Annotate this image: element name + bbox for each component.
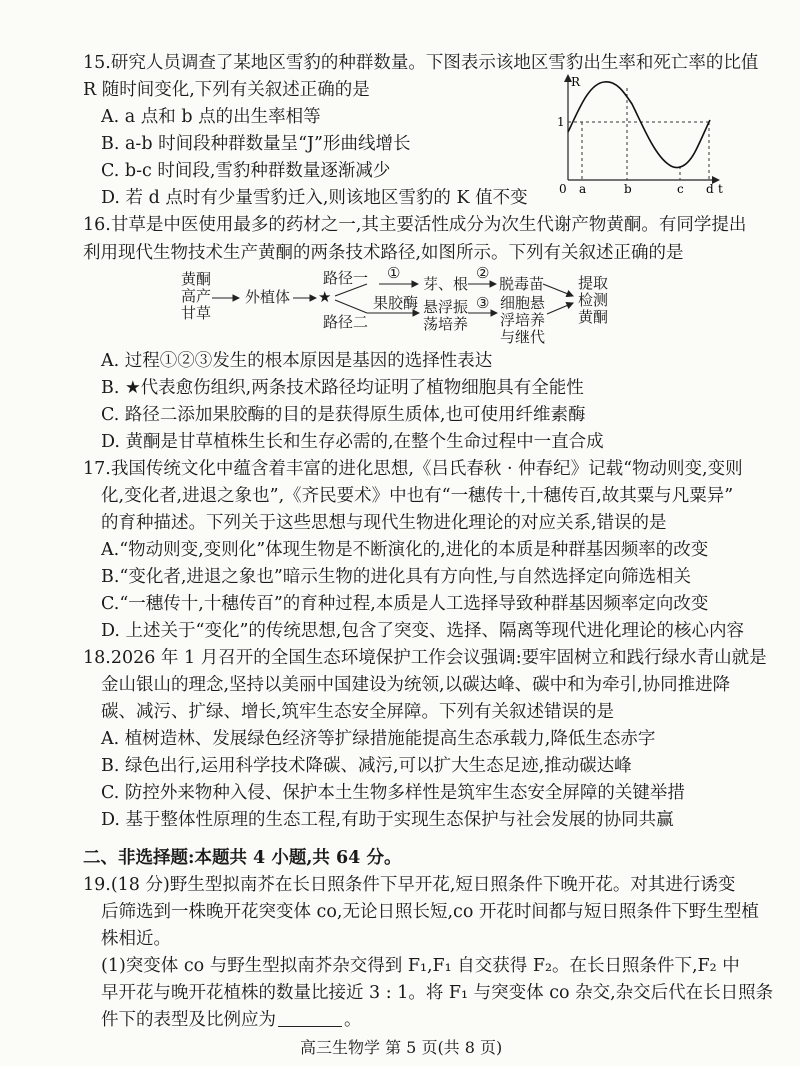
q18-stem-line1: 18.2026 年 1 月召开的全国生态环境保护工作会议强调:要牢固树立和践行绿水青山就是 <box>83 648 767 668</box>
section-heading: 二、非选择题:本题共 4 小题,共 64 分。 <box>83 848 402 868</box>
q19-sub1-line3-text: 件下的表型及比例应为 <box>101 1010 276 1030</box>
graph-origin: 0 <box>559 182 567 196</box>
q17-option-a: A.“物动则变,变则化”体现生物是不断演化的,进化的本质是种群基因频率的改变 <box>101 540 709 560</box>
q19-stem-line1: 19.(18 分)野生型拟南芥在长日照条件下早开花,短日照条件下晚开花。对其进行诱变 <box>83 875 736 895</box>
q16-option-b: B. ★代表愈伤组织,两条技术路径均证明了植物细胞具有全能性 <box>101 378 584 398</box>
q19-sub1-line2: 早开花与晚开花植株的数量比接近 3 : 1。将 F₁ 与突变体 co 杂交,杂交后代在长日照条 <box>101 983 774 1003</box>
extract-label-2: 检测 <box>578 291 609 309</box>
q17-stem-line2: 化,变化者,进退之象也”,《齐民要术》中也有“一穗传十,十穗传百,故其粟与凡粟异” <box>101 486 734 506</box>
q18-option-c: C. 防控外来物种入侵、保护本土生物多样性是筑牢生态安全屏障的关键举措 <box>101 783 685 803</box>
bud-root-label: 芽、根 <box>423 275 469 293</box>
q16-stem-line2: 利用现代生物技术生产黄酮的两条技术路径,如图所示。下列有关叙述正确的是 <box>83 243 684 263</box>
q18-option-a: A. 植树造林、发展绿色经济等扩绿措施能提高生态承载力,降低生态赤字 <box>101 729 656 749</box>
q16-option-c: C. 路径二添加果胶酶的目的是获得原生质体,也可使用纤维素酶 <box>101 405 586 425</box>
q16-option-d: D. 黄酮是甘草植株生长和生存必需的,在整个生命过程中一直合成 <box>101 432 604 452</box>
page-footer: 高三生物学 第 5 页(共 8 页) <box>300 1038 503 1057</box>
suspension-label-2: 荡培养 <box>423 315 469 333</box>
cell-culture-label-1: 细胞悬 <box>500 294 546 312</box>
q15-stem-line1: 15.研究人员调查了某地区雪豹的种群数量。下图表示该地区雪豹出生率和死亡率的比值 <box>83 53 759 73</box>
explant-label: 外植体 <box>245 288 291 306</box>
cell-culture-label-2: 浮培养 <box>500 311 546 329</box>
q18-option-d: D. 基于整体性原理的生态工程,有助于实现生态保护与社会发展的协同共赢 <box>101 810 674 830</box>
birth-death-ratio-graph <box>557 72 725 197</box>
graph-tick-d: d <box>706 182 714 196</box>
q16-option-a: A. 过程①②③发生的根本原因是基因的选择性表达 <box>101 351 493 371</box>
graph-y-one: 1 <box>557 115 565 129</box>
source-label-3: 甘草 <box>180 304 211 322</box>
q19-stem-line2: 后筛选到一株晚开花突变体 co,无论日照长短,co 开花时间都与短日照条件下野生型植 <box>101 902 759 922</box>
q15-option-a: A. a 点和 b 点的出生率相等 <box>101 107 321 127</box>
q18-stem-line3: 碳、减污、扩绿、增长,筑牢生态安全屏障。下列有关叙述错误的是 <box>101 702 615 722</box>
step2-marker: ② <box>476 264 490 282</box>
q15-option-c: C. b-c 时间段,雪豹种群数量逐渐减少 <box>101 161 391 181</box>
extract-label-1: 提取 <box>578 274 609 292</box>
step3-marker: ③ <box>476 294 490 312</box>
source-label-2: 高产 <box>180 287 211 305</box>
source-label-1: 黄酮 <box>180 270 211 288</box>
flavonoid-production-flowchart <box>175 264 615 350</box>
pectinase-label: 果胶酶 <box>373 294 419 312</box>
q15-option-b: B. a-b 时间段种群数量呈“J”形曲线增长 <box>101 134 411 154</box>
q19-stem-line3: 株相近。 <box>101 929 171 949</box>
q18-option-b: B. 绿色出行,运用科学技术降碳、减污,可以扩大生态足迹,推动碳达峰 <box>101 756 632 776</box>
q17-option-d: D. 上述关于“变化”的传统思想,包含了突变、选择、隔离等现代进化理论的核心内容 <box>101 621 744 641</box>
star-callus-icon: ★ <box>318 288 332 306</box>
q17-option-b: B.“变化者,进退之象也”暗示生物的进化具有方向性,与自然选择定向筛选相关 <box>101 567 691 587</box>
q17-stem-line1: 17.我国传统文化中蕴含着丰富的进化思想,《吕氏春秋 · 仲春纪》记载“物动则变,变则 <box>83 459 743 479</box>
graph-tick-a: a <box>579 182 587 196</box>
q19-sub1-line3 <box>101 1008 362 1032</box>
step1-marker: ① <box>387 264 401 282</box>
path1-label: 路径一 <box>323 269 369 287</box>
q15-option-d: D. 若 d 点时有少量雪豹迁入,则该地区雪豹的 K 值不变 <box>101 188 528 208</box>
q16-stem-line1: 16.甘草是中医使用最多的药材之一,其主要活性成分为次生代谢产物黄酮。有同学提出 <box>83 215 747 235</box>
graph-tick-c: c <box>677 182 684 196</box>
virus-free-seedling-label: 脱毒苗 <box>499 275 545 293</box>
cell-culture-label-3: 与继代 <box>500 328 546 346</box>
answer-blank[interactable] <box>278 1008 342 1027</box>
q19-sub1-line1: (1)突变体 co 与野生型拟南芥杂交得到 F₁,F₁ 自交获得 F₂。在长日照条件下,F₂ 中 <box>101 956 740 976</box>
q17-stem-line3: 的育种描述。下列关于这些思想与现代生物进化理论的对应关系,错误的是 <box>101 513 667 533</box>
graph-x-end: t <box>718 182 723 196</box>
q17-option-c: C.“一穗传十,十穗传百”的育种过程,本质是人工选择导致种群基因频率定向改变 <box>101 594 709 614</box>
path2-label: 路径二 <box>323 313 369 331</box>
q15-stem-line2: R 随时间变化,下列有关叙述正确的是 <box>83 80 370 100</box>
graph-tick-b: b <box>624 182 632 196</box>
graph-y-label: R <box>571 75 581 89</box>
extract-label-3: 黄酮 <box>578 308 609 326</box>
suspension-label-1: 悬浮振 <box>423 298 469 316</box>
q19-sub1-line3-end: 。 <box>344 1010 362 1030</box>
q18-stem-line2: 金山银山的理念,坚持以美丽中国建设为统领,以碳达峰、碳中和为牵引,协同推进降 <box>101 675 731 695</box>
